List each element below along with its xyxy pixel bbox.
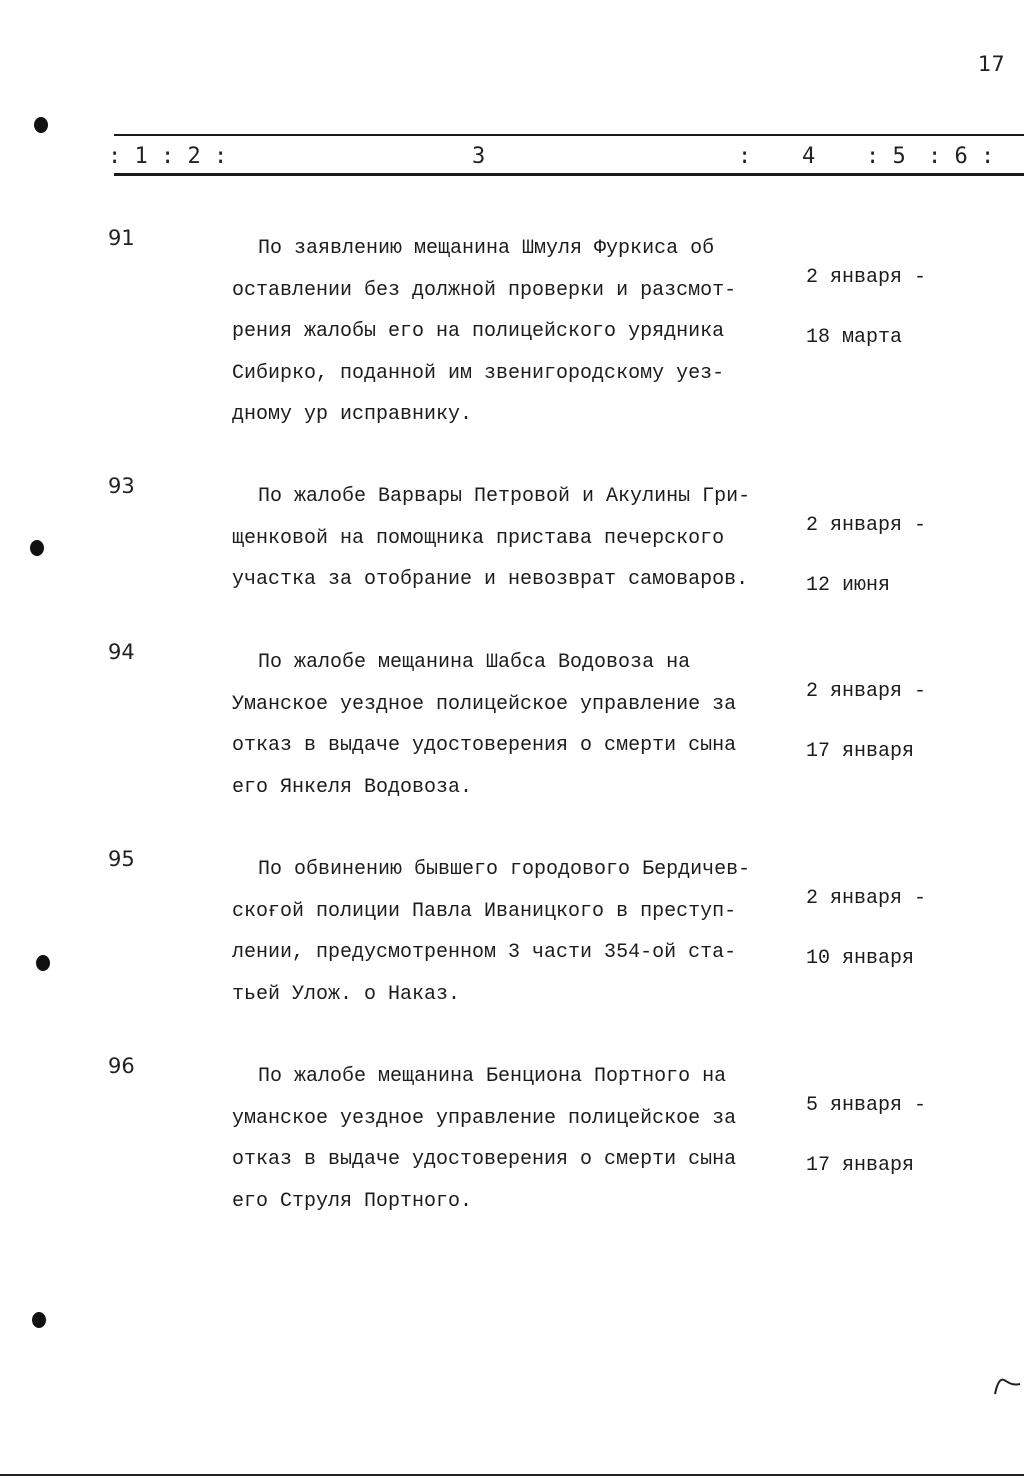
- binder-hole: [30, 540, 44, 556]
- entry-dates: [806, 1056, 926, 1216]
- page-bottom-edge: [0, 1474, 1024, 1476]
- header-rule-top: [114, 134, 1024, 136]
- binder-hole: [34, 117, 48, 133]
- entry-text-line: дному ур исправнику.: [232, 403, 473, 426]
- entry-text-line: рения жалобы его на полицейского урядника: [232, 320, 725, 343]
- entry-number: 91: [108, 226, 135, 250]
- entry-dates: [806, 849, 926, 1009]
- date-end: 17 января: [806, 1154, 915, 1177]
- column-separator: :: [738, 144, 752, 169]
- column-header-3: 3: [472, 144, 486, 169]
- entry-text-line: лении, предусмотренном 3 части 354-ой ста-: [232, 941, 737, 964]
- date-start: 5 января -: [806, 1094, 927, 1117]
- column-header-4: 4: [802, 144, 816, 169]
- entry-text-line: По жалобе мещанина Бенциона Портного на: [258, 1065, 727, 1088]
- entry-text-line: его Янкеля Водовоза.: [232, 775, 473, 799]
- column-header-5: : 5: [866, 144, 906, 169]
- entry-text-line: Уманское уездное полицейское управление за: [232, 692, 737, 716]
- entry-description: [232, 1056, 792, 1222]
- entry-text-line: отказ в выдаче удостоверения о смерти сына: [232, 734, 737, 757]
- date-end: 18 марта: [806, 326, 903, 349]
- entry-description: [232, 849, 792, 1015]
- entry-number: 94: [108, 640, 135, 664]
- binder-hole: [32, 1312, 46, 1328]
- entry-text-line: уманское уездное управление полицейское за: [232, 1106, 737, 1130]
- entry-number: 95: [108, 847, 135, 871]
- binder-hole: [36, 955, 50, 971]
- entry-dates: [806, 228, 926, 388]
- column-header-1-2: : 1 : 2 :: [108, 144, 228, 169]
- entry-text-line: Сибирко, поданной им звенигородскому уез-: [232, 361, 725, 385]
- entry-description: [232, 642, 792, 808]
- page-number: 17: [978, 52, 1005, 76]
- entry-text-line: По жалобе Варвары Петровой и Акулины Гри-: [258, 485, 751, 508]
- handwritten-mark-icon: [992, 1372, 1022, 1396]
- entry-number: 96: [108, 1054, 135, 1078]
- entry-description: [232, 228, 792, 436]
- date-end: 12 июня: [806, 574, 891, 597]
- entry-text-line: По заявлению мещанина Шмуля Фуркиса об: [258, 237, 715, 260]
- entry-text-line: тьей Улож. о Наказ.: [232, 982, 461, 1006]
- entry-text-line: По обвинению бывшего городового Бердичев-: [258, 858, 751, 881]
- entry-description: [232, 476, 792, 601]
- date-start: 2 января -: [806, 887, 927, 910]
- entry-text-line: его Струля Портного.: [232, 1189, 473, 1213]
- date-end: 10 января: [806, 947, 915, 970]
- date-end: 17 января: [806, 740, 915, 763]
- entry-text-line: оставлении без должной проверки и разсмот-: [232, 278, 737, 302]
- entry-text-line: По жалобе мещанина Шабса Водовоза на: [258, 651, 691, 674]
- date-start: 2 января -: [806, 680, 927, 703]
- entry-text-line: скоғой полиции Павла Иваницкого в преступ-: [232, 899, 737, 923]
- entry-text-line: щенковой на помощника пристава печерского: [232, 526, 725, 550]
- column-header-6: : 6 :: [928, 144, 995, 169]
- entry-text-line: участка за отобрание и невозврат самоваров.: [232, 568, 749, 591]
- header-rule-bottom: [114, 173, 1024, 176]
- entry-text-line: отказ в выдаче удостоверения о смерти сына: [232, 1148, 737, 1171]
- entry-dates: [806, 642, 926, 802]
- date-start: 2 января -: [806, 266, 927, 289]
- entry-number: 93: [108, 474, 135, 498]
- date-start: 2 января -: [806, 514, 927, 537]
- entry-dates: [806, 476, 926, 636]
